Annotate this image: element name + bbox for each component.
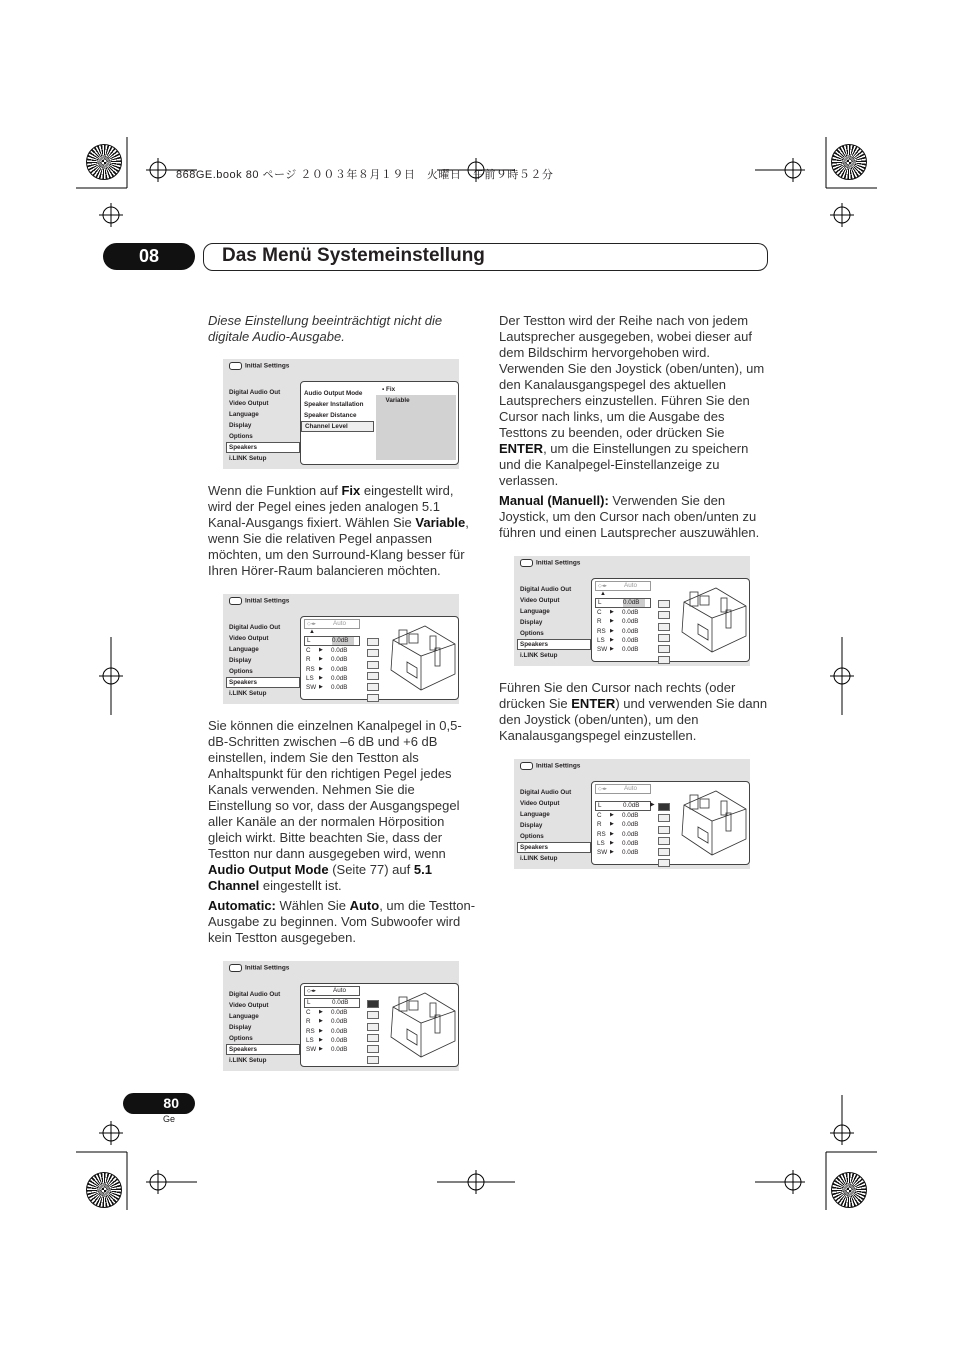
osd-menu-item-selected[interactable]: Speakers bbox=[226, 677, 300, 688]
channel-row[interactable]: SW ▶ 0.0dB bbox=[306, 684, 348, 692]
osd-menu-item[interactable]: i.LINK Setup bbox=[520, 652, 558, 659]
osd-screen-channel-levels-manual bbox=[514, 556, 750, 666]
osd-sub-panel bbox=[300, 381, 459, 465]
test-tone-icon: ◇◂▸ bbox=[307, 621, 316, 627]
osd-submenu-item[interactable]: Speaker Installation bbox=[304, 401, 364, 408]
rich-text bbox=[208, 483, 469, 578]
osd-menu-item[interactable]: Display bbox=[520, 822, 543, 829]
channel-row[interactable]: RS ▶ 0.0dB bbox=[306, 665, 348, 673]
page-number-badge: 80 bbox=[123, 1093, 195, 1114]
osd-menu-item[interactable]: Options bbox=[520, 833, 544, 840]
osd-menu-item[interactable]: Options bbox=[520, 630, 544, 637]
cursor-arrow-right-icon: ▶ bbox=[650, 802, 655, 808]
osd-main-menu bbox=[519, 787, 591, 864]
arrow-right-icon: ▶ bbox=[610, 812, 614, 818]
left-paragraph-3 bbox=[208, 898, 476, 946]
arrow-right-icon: ▶ bbox=[319, 1027, 323, 1034]
arrow-right-icon: ▶ bbox=[610, 821, 614, 828]
channel-list bbox=[304, 636, 360, 692]
bold-term: Automatic: bbox=[208, 898, 276, 913]
channel-row[interactable]: SW ▶ 0.0dB bbox=[597, 646, 639, 654]
text-run: eingestellt wird, wird der Pegel eines jeden analogen 5.1 Kanal-Ausgangs fixiert. Wählen Sie bbox=[208, 483, 454, 530]
channel-row[interactable]: L 0.0dB bbox=[304, 636, 360, 646]
arrow-right-icon: ▶ bbox=[319, 665, 323, 672]
osd-header: Initial Settings bbox=[229, 597, 289, 605]
channel-row[interactable]: SW ▶ 0.0dB bbox=[597, 849, 639, 857]
arrow-right-icon: ▶ bbox=[610, 636, 614, 643]
osd-menu-item[interactable]: i.LINK Setup bbox=[229, 1057, 267, 1064]
channel-row[interactable]: C ▶ 0.0dB bbox=[306, 1009, 348, 1016]
osd-menu-item-selected[interactable]: Speakers bbox=[517, 639, 591, 650]
osd-menu-item[interactable]: Digital Audio Out bbox=[229, 624, 281, 631]
speaker-room-icon bbox=[676, 787, 748, 857]
channel-row[interactable]: L 0.0dB bbox=[595, 801, 651, 811]
arrow-right-icon: ▶ bbox=[610, 618, 614, 625]
osd-menu-item[interactable]: Language bbox=[229, 646, 259, 653]
arrow-right-icon: ▶ bbox=[319, 684, 323, 691]
osd-header: Initial Settings bbox=[520, 559, 580, 567]
arrow-right-icon: ▶ bbox=[319, 1046, 323, 1053]
arrow-right-icon: ▶ bbox=[319, 1018, 323, 1025]
osd-menu-item[interactable]: Options bbox=[229, 1035, 253, 1042]
channel-row[interactable]: RS ▶ 0.0dB bbox=[306, 1027, 348, 1035]
osd-menu-item[interactable]: Display bbox=[520, 619, 543, 626]
bold-term: Variable bbox=[415, 515, 466, 530]
osd-menu-item[interactable]: Digital Audio Out bbox=[520, 586, 572, 593]
osd-options bbox=[376, 384, 456, 460]
bold-term: ENTER bbox=[571, 696, 616, 711]
rich-text bbox=[499, 680, 767, 743]
channel-list bbox=[304, 998, 360, 1054]
osd-menu-item[interactable]: Video Output bbox=[520, 597, 560, 604]
rich-text bbox=[499, 313, 764, 488]
osd-option-fix[interactable]: ▪ Fix bbox=[376, 384, 456, 395]
osd-screen-channel-levels-1 bbox=[223, 594, 459, 704]
channel-list bbox=[595, 598, 651, 654]
osd-main-menu bbox=[228, 387, 300, 464]
osd-menu-item-selected[interactable]: Speakers bbox=[517, 842, 591, 853]
channel-row[interactable]: R ▶ 0.0dB bbox=[597, 821, 639, 829]
osd-main-menu bbox=[228, 622, 300, 699]
osd-menu-item-selected[interactable]: Speakers bbox=[226, 1044, 300, 1055]
chapter-title-box bbox=[203, 243, 768, 271]
osd-header: Initial Settings bbox=[229, 362, 289, 370]
osd-submenu-item[interactable]: Speaker Distance bbox=[304, 412, 357, 419]
osd-submenu bbox=[301, 388, 374, 432]
disc-icon bbox=[229, 362, 242, 370]
channel-row[interactable]: LS ▶ 0.0dB bbox=[597, 839, 639, 847]
arrow-right-icon: ▶ bbox=[610, 609, 614, 615]
arrow-right-icon: ▶ bbox=[319, 656, 323, 663]
left-paragraph-1 bbox=[208, 483, 476, 579]
channel-row[interactable]: R ▶ 0.0dB bbox=[306, 656, 348, 664]
auto-row[interactable]: ◇◂▸ Auto bbox=[595, 581, 651, 591]
test-tone-icon: ◇◂▸ bbox=[598, 583, 607, 589]
text-run: Führen Sie den Cursor nach rechts (oder drücken Sie bbox=[499, 680, 736, 711]
disc-icon bbox=[520, 559, 533, 567]
arrow-right-icon: ▶ bbox=[610, 839, 614, 846]
disc-icon bbox=[520, 762, 533, 770]
level-indicators bbox=[367, 638, 379, 706]
osd-menu-item[interactable]: i.LINK Setup bbox=[229, 455, 267, 462]
channel-row[interactable]: C ▶ 0.0dB bbox=[597, 609, 639, 616]
osd-header: Initial Settings bbox=[229, 964, 289, 972]
osd-channel-panel bbox=[591, 578, 750, 662]
channel-list bbox=[595, 801, 651, 857]
bold-term: Manual (Manuell): bbox=[499, 493, 609, 508]
text-run: , um die Einstellungen zu speichern und die Kanalpegel-Einstellanzeige zu verlassen. bbox=[499, 441, 749, 488]
osd-menu-item[interactable]: Digital Audio Out bbox=[520, 789, 572, 796]
test-tone-icon: ◇◂▸ bbox=[598, 786, 607, 792]
arrow-right-icon: ▶ bbox=[319, 1009, 323, 1015]
right-paragraph-1 bbox=[499, 313, 767, 489]
up-arrow-icon: ▲ bbox=[600, 591, 606, 597]
osd-menu-item[interactable]: Options bbox=[229, 668, 253, 675]
bold-term: 5.1 Channel bbox=[208, 862, 432, 893]
right-paragraph-2 bbox=[499, 493, 771, 541]
text-run: ) und verwenden Sie dann den Joystick (oben/unten), um den Kanalausgangspegel einzustellen. bbox=[499, 696, 768, 743]
auto-row[interactable]: ◇◂▸ Auto bbox=[304, 619, 360, 629]
osd-option-variable[interactable]: Variable bbox=[385, 397, 410, 404]
language-code: Ge bbox=[163, 1114, 176, 1124]
arrow-right-icon: ▶ bbox=[610, 646, 614, 653]
osd-menu-item[interactable]: Video Output bbox=[229, 635, 269, 642]
bold-term: Audio Output Mode bbox=[208, 862, 329, 877]
channel-row[interactable]: L 0.0dB bbox=[595, 598, 651, 608]
osd-menu-item-selected[interactable]: Speakers bbox=[226, 442, 300, 453]
osd-menu-item[interactable]: i.LINK Setup bbox=[229, 690, 267, 697]
text-run: , wenn Sie die relativen Pegel anpassen möchten, um den Surround-Klang besser für Ihren Hörer-Raum balancieren möchten. bbox=[208, 515, 469, 578]
channel-row[interactable]: L 0.0dB bbox=[304, 998, 360, 1008]
osd-menu-item[interactable]: Digital Audio Out bbox=[229, 991, 281, 998]
osd-screen-channel-levels-adjust bbox=[514, 759, 750, 869]
osd-submenu-item-selected[interactable]: Channel Level bbox=[301, 421, 374, 432]
osd-menu-item[interactable]: Language bbox=[229, 1013, 259, 1020]
channel-row[interactable]: SW ▶ 0.0dB bbox=[306, 1046, 348, 1054]
auto-row[interactable]: ◇◂▸ Auto bbox=[595, 784, 651, 794]
osd-menu-item[interactable]: Display bbox=[229, 1024, 252, 1031]
text-run: eingestellt ist. bbox=[259, 878, 342, 893]
right-paragraph-3 bbox=[499, 680, 771, 744]
channel-row[interactable]: RS ▶ 0.0dB bbox=[597, 627, 639, 635]
channel-row[interactable]: R ▶ 0.0dB bbox=[306, 1018, 348, 1026]
text-run: Wählen Sie bbox=[275, 898, 350, 913]
disc-icon bbox=[229, 597, 242, 605]
channel-row[interactable]: R ▶ 0.0dB bbox=[597, 618, 639, 626]
osd-header: Initial Settings bbox=[520, 762, 580, 770]
speaker-room-icon bbox=[385, 989, 457, 1059]
disc-icon bbox=[229, 964, 242, 972]
osd-menu-item[interactable]: Language bbox=[520, 811, 550, 818]
speaker-room-icon bbox=[385, 622, 457, 692]
osd-submenu-item[interactable]: Audio Output Mode bbox=[304, 390, 363, 397]
text-run: Der Testton wird der Reihe nach von jedem Lautsprecher ausgegeben, wobei dieser auf dem Bildschirm hervorgehoben wird. Verwenden Sie den Joystick (oben/unten), um den Kanalausgangspegel des aktuellen Lautsprechers einzustellen. Führen Sie den Cursor nach links, um die Ausgabe des Testtons zu beenden, oder drücken Sie bbox=[499, 313, 765, 440]
level-indicators bbox=[658, 803, 670, 871]
text-run: , um die Testton-Ausgabe zu beginnen. Vom Subwoofer wird kein Testton ausgegeben. bbox=[208, 898, 476, 945]
level-indicators bbox=[658, 600, 670, 668]
osd-menu-item[interactable]: Video Output bbox=[229, 400, 269, 407]
osd-menu-item[interactable]: Digital Audio Out bbox=[229, 389, 281, 396]
osd-channel-panel bbox=[591, 781, 750, 865]
bold-term: Fix bbox=[341, 483, 361, 498]
arrow-right-icon: ▶ bbox=[610, 849, 614, 856]
text-run: Sie können die einzelnen Kanalpegel in 0,5-dB-Schritten zwischen –6 dB und +6 dB einstellen, indem Sie den Testton als Anhaltspunkt für den richtigen Pegel jedes Kanals verwenden. Nehmen Sie die Einstellung so vor, dass der Ausgangspegel aller Kanäle an der normalen Hörposition gleich wirkt. Bitte beachten Sie, dass der Testton nur dann ausgegeben wird, wenn bbox=[208, 718, 462, 861]
channel-row[interactable]: LS ▶ 0.0dB bbox=[597, 636, 639, 644]
arrow-right-icon: ▶ bbox=[610, 830, 614, 837]
osd-screen-channel-levels-auto bbox=[223, 961, 459, 1071]
rich-text bbox=[208, 718, 462, 893]
channel-row[interactable]: LS ▶ 0.0dB bbox=[306, 674, 348, 682]
channel-row[interactable]: RS ▶ 0.0dB bbox=[597, 830, 639, 838]
chapter-title: Das Menü Systemeinstellung bbox=[222, 245, 485, 266]
osd-menu-item[interactable]: Display bbox=[229, 422, 252, 429]
text-run: Wenn die Funktion auf bbox=[208, 483, 342, 498]
bold-term: Auto bbox=[349, 898, 380, 913]
arrow-right-icon: ▶ bbox=[610, 627, 614, 634]
chapter-number-badge: 08 bbox=[103, 243, 195, 270]
osd-main-menu bbox=[519, 584, 591, 661]
osd-screen-channel-level-mode bbox=[223, 359, 459, 469]
channel-row[interactable]: C ▶ 0.0dB bbox=[597, 812, 639, 819]
osd-menu-item[interactable]: Video Output bbox=[520, 800, 560, 807]
speaker-room-icon bbox=[676, 584, 748, 654]
osd-menu-item[interactable]: Language bbox=[520, 608, 550, 615]
channel-row[interactable]: C ▶ 0.0dB bbox=[306, 647, 348, 654]
rich-text bbox=[499, 493, 759, 540]
osd-channel-panel bbox=[300, 983, 459, 1067]
osd-main-menu bbox=[228, 989, 300, 1066]
osd-menu-item[interactable]: Display bbox=[229, 657, 252, 664]
test-tone-icon: ◇◂▸ bbox=[307, 988, 316, 994]
left-paragraph-2 bbox=[208, 718, 476, 894]
osd-menu-item[interactable]: Language bbox=[229, 411, 259, 418]
level-indicators bbox=[367, 1000, 379, 1068]
intro-note: Diese Einstellung beeinträchtigt nicht die digitale Audio-Ausgabe. bbox=[208, 313, 443, 344]
arrow-right-icon: ▶ bbox=[319, 647, 323, 653]
arrow-right-icon: ▶ bbox=[319, 1036, 323, 1043]
auto-row-selected[interactable]: ◇◂▸ Auto bbox=[304, 986, 360, 996]
osd-channel-panel bbox=[300, 616, 459, 700]
up-arrow-icon: ▲ bbox=[309, 629, 315, 635]
channel-row[interactable]: LS ▶ 0.0dB bbox=[306, 1036, 348, 1044]
bold-term: ENTER bbox=[499, 441, 544, 456]
osd-menu-item[interactable]: Video Output bbox=[229, 1002, 269, 1009]
osd-menu-item[interactable]: i.LINK Setup bbox=[520, 855, 558, 862]
osd-menu-item[interactable]: Options bbox=[229, 433, 253, 440]
rich-text bbox=[208, 898, 475, 945]
text-run: (Seite 77) auf bbox=[328, 862, 414, 877]
text-run: Verwenden Sie den Joystick, um den Cursor nach oben/unten zu führen und einen Lautsprecher auszuwählen. bbox=[499, 493, 760, 540]
print-info-line: 868GE.book 80 ページ ２００３年８月１９日 火曜日 午前９時５２分 bbox=[176, 169, 554, 181]
arrow-right-icon: ▶ bbox=[319, 674, 323, 681]
